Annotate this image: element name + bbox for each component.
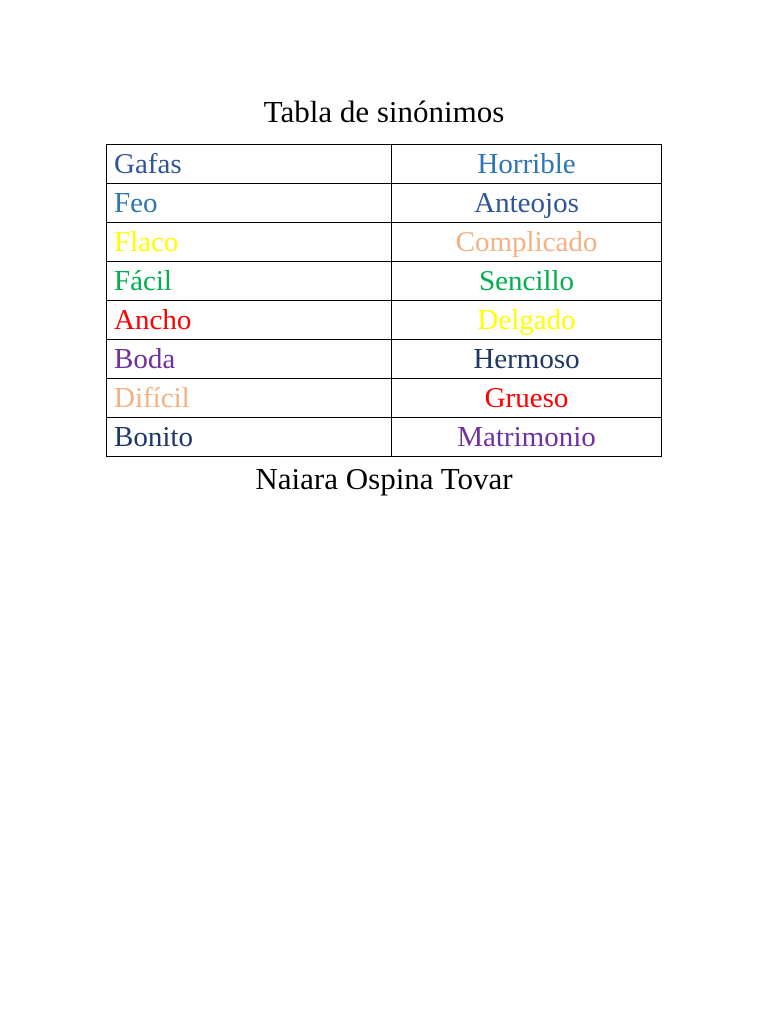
word-cell: Bonito [107, 418, 392, 457]
table-row [107, 340, 662, 379]
synonym-cell: Anteojos [392, 184, 662, 223]
page-title: Tabla de sinónimos [263, 94, 505, 129]
table-row [107, 379, 662, 418]
table-row [107, 184, 662, 223]
word-cell: Feo [107, 184, 392, 223]
table-row [107, 223, 662, 262]
table-row [107, 145, 662, 184]
synonym-cell: Horrible [392, 145, 662, 184]
table-row [107, 262, 662, 301]
synonym-cell: Matrimonio [392, 418, 662, 457]
author-name: Naiara Ospina Tovar [255, 461, 513, 496]
synonyms-table-body [107, 145, 662, 457]
synonym-cell: Grueso [392, 379, 662, 418]
word-cell: Fácil [107, 262, 392, 301]
word-cell: Flaco [107, 223, 392, 262]
table-row [107, 301, 662, 340]
word-cell: Gafas [107, 145, 392, 184]
word-cell: Boda [107, 340, 392, 379]
table-row [107, 418, 662, 457]
word-cell: Difícil [107, 379, 392, 418]
synonym-cell: Hermoso [392, 340, 662, 379]
synonym-cell: Sencillo [392, 262, 662, 301]
synonym-cell: Complicado [392, 223, 662, 262]
synonyms-table [106, 144, 662, 457]
synonym-cell: Delgado [392, 301, 662, 340]
word-cell: Ancho [107, 301, 392, 340]
